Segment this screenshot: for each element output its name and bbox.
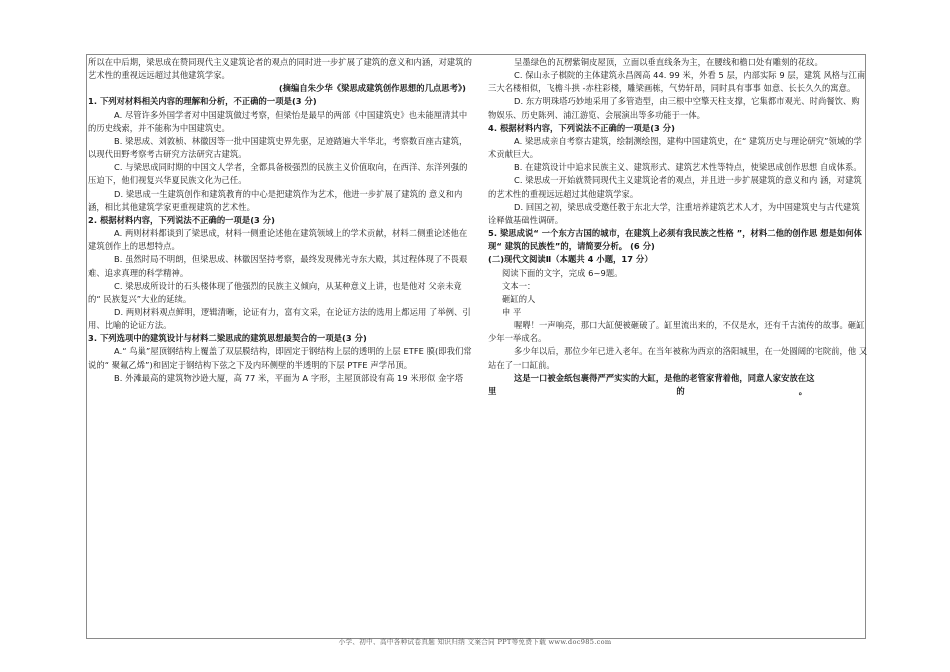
question-2-option-b: B. 虽然时局不明朗，但梁思成、林徽因坚持考察，最终发现佛光寺东大殿，其过程体现了不畏艰难、追求真理的科学精神。 — [88, 254, 468, 278]
text-fragment: 。 — [798, 385, 808, 396]
question-1: 1. 下列对材料相关内容的理解和分析，不正确的一项是(3 分) — [88, 96, 317, 107]
question-2: 2. 根据材料内容，下列说法不正确的一项是(3 分) — [88, 214, 276, 225]
question-4-option-b: B. 在建筑设计中追求民族主义、建筑形式、建筑艺术性等特点，使梁思成创作思想 自成体系。 — [514, 162, 862, 173]
question-4-option-a: A. 梁思成亲自考察古建筑，绘制测绘图，建构中国建筑史，在“ 建筑历史与理论研究”领域的学术贡献巨大。 — [488, 135, 862, 160]
text-label: 文本一： — [502, 280, 536, 291]
question-3-option-b-cont: 呈墨绿色的瓦楞紫铜皮屋顶，立面以垂直线条为主，在腰线和檐口处有雕刻的花纹。 — [514, 57, 823, 67]
question-4-option-d: D. 回国之初，梁思成受邀任教于东北大学，注重培养建筑艺术人才，为中国建筑史与古代建筑诠释做基础性调研。 — [488, 201, 860, 225]
story-paragraph-1: 喔嘚！一声响亮，那口大缸便被砸破了。缸里流出来的，不仅是水，还有千古流传的故事。砸缸少年一举成名。 — [488, 320, 865, 344]
question-3-option-d: D. 东方明珠塔巧妙地采用了多管造型，由三根中空擎天柱支撑，它集都市观光、时尚餐饮、购物娱乐、历史陈列、浦江游览、会展演出等多功能于一体。 — [488, 96, 860, 120]
question-4-option-c: C. 梁思成一开始就赞同现代主义建筑论者的观点，并且进一步扩展建筑的意义和内 涵，对建筑的艺术性的重视远远超过其他建筑学家。 — [488, 175, 862, 199]
text-fragment: 里 — [488, 385, 497, 396]
question-3-option-c: C. 保山永子棋院的主体建筑永昌阁高 44. 99 米，外看 5 层，内部实际 9 层，建筑 风格与江南三大名楼相似，飞檐斗拱 -赤柱彩楼，雕梁画栋，气势轩昂，同时具有事事 如意、长长久久的寓意。 — [488, 70, 866, 94]
story-author: 申 平 — [502, 306, 522, 317]
source-citation: (摘编自朱少华《梁思成建筑创作思想的几点思考》) — [278, 83, 466, 94]
story-title: 砸缸的人 — [502, 293, 536, 304]
story-paragraph-3-end — [488, 385, 868, 398]
question-3: 3. 下列选项中的建筑设计与材料二梁思成的建筑思想最契合的一项是(3 分) — [88, 333, 367, 344]
story-paragraph-3: 这是一口被金纸包裹得严严实实的大缸，是他的老管家背着他，同意人家安放在这 — [514, 372, 815, 383]
question-3-option-a: A.“ 鸟巢”屋顶钢结构上覆盖了双层膜结构，即固定于钢结构上层的透明的上层 ETFE 膜(即我们常说的“ 聚氟乙烯”)和固定于钢结构下弦之下及内环侧壁的半透明的下层 PTFE 声学吊顶。 — [88, 346, 472, 370]
question-1-option-b: B. 梁思成、刘敦桢、林徽因等一批中国建筑史界先驱，足迹踏遍大半华北，考察数百座古建筑，以现代田野考察考古研究方法研究古建筑。 — [88, 135, 468, 160]
section-heading: (二)现代文阅读Ⅱ（本题共 4 小题，17 分） — [488, 254, 653, 265]
story-paragraph-2: 多少年以后，那位少年已进入老年。在当年被称为西京的洛阳城里，在一处圆阔的宅院前，他 又站在了一口缸前。 — [488, 346, 868, 370]
text-fragment: 的 — [676, 385, 685, 396]
question-5: 5. 梁思成说“ 一个东方古国的城市，在建筑上必须有我民族之性格 ”，材料二他的创作思 想是如何体现“ 建筑的民族性”的，请简要分析。 (6 分) — [488, 228, 863, 252]
question-2-option-a: A. 两则材料都谈到了梁思成，材料一侧重论述他在建筑领域上的学术贡献，材料二侧重论述他在建筑创作上的思想特点。 — [88, 228, 468, 252]
question-3-option-b: B. 外滩最高的建筑物沙逊大厦，高 77 米，平面为 A 字形，主屋顶部设有高 19 米形似 金字塔 — [114, 372, 464, 383]
question-1-option-a: A. 尽管许多外国学者对中国建筑做过考察，但梁怡是最早的两部《中国建筑史》也未能厘清其中的历史线索，并不能称为中国建筑史。 — [88, 109, 468, 133]
question-2-option-d: D. 两则材料观点鲜明，逻辑清晰，论证有力，富有文采，在论证方法的选用上都运用 了举例、引用、比喻的论证方法。 — [88, 306, 471, 331]
question-2-option-c: C. 梁思成所设计的石头楼体现了他强烈的民族主义倾向，从某种意义上讲，也是他对 父亲未竟的“ 民族复兴”大业的延续。 — [88, 280, 462, 304]
passage-ending: 所以在中后期，梁思成在赞同现代主义建筑论者的观点的同时进一步扩展了建筑的意义和内涵，对建筑的艺术性的重视远远超过其他建筑学家。 — [88, 57, 472, 81]
question-1-option-c: C. 与梁思成同时期的中国文人学者，全都具备极强烈的民族主义价值取向，在西洋、东洋列强的压迫下，他们视复兴华夏民族文化为己任。 — [88, 162, 468, 186]
page-footer: 小学、初中、高中各种试卷真题 知识归纳 文案合同 PPT等免费下载 www.doc985.com — [338, 638, 612, 646]
left-column — [88, 56, 472, 385]
right-column — [488, 56, 868, 398]
question-1-option-d: D. 梁思成一生建筑创作和建筑教育的中心是把建筑作为艺术，他进一步扩展了建筑的 意义和内涵，相比其他建筑学家更重视建筑的艺术性。 — [88, 188, 463, 212]
question-4: 4. 根据材料内容，下列说法不正确的一项是(3 分) — [488, 122, 676, 133]
reading-instruction: 阅读下面的文字，完成 6~9题。 — [502, 267, 623, 278]
